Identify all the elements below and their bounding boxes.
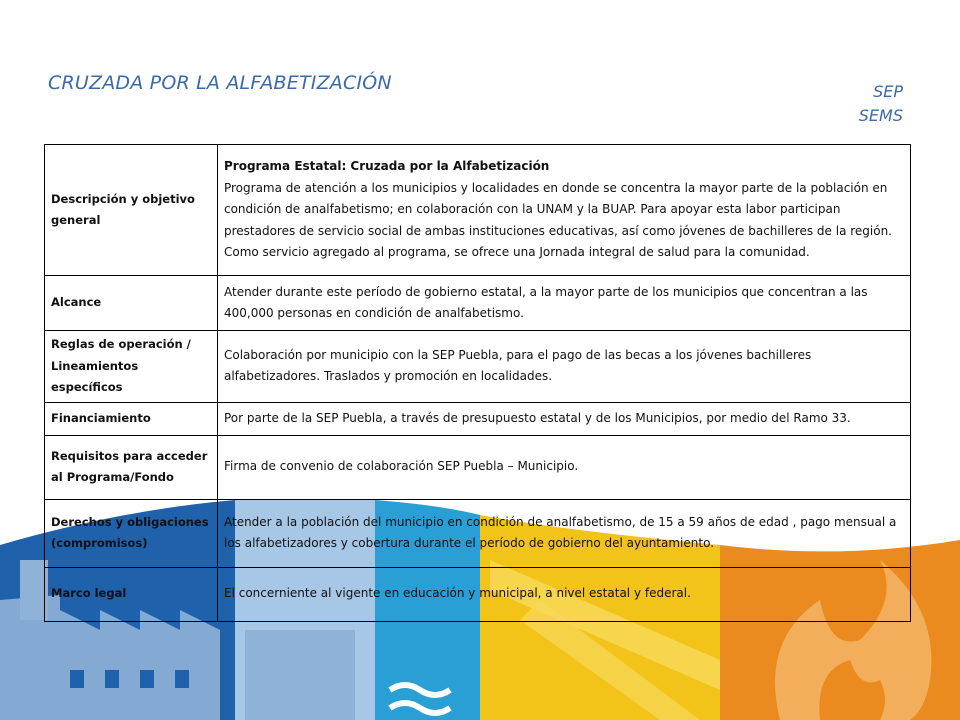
organization-label xyxy=(859,80,903,128)
table-row xyxy=(45,567,911,621)
row-label: Reglas de operación / Lineamientos específicos xyxy=(45,331,218,403)
row-label: Financiamiento xyxy=(45,402,218,435)
row-value: Atender a la población del municipio en condición de analfabetismo, de 15 a 59 años de edad , pago mensual a los alfabetizadores y cobertura durante el período de gobierno del ayuntamiento. xyxy=(217,499,910,567)
row-value: Atender durante este período de gobierno estatal, a la mayor parte de los municipios que concentran a las 400,000 personas en condición de analfabetismo. xyxy=(217,276,910,331)
program-description: Programa de atención a los municipios y localidades en donde se concentra la mayor parte de la población en condición de analfabetismo; en colaboración con la UNAM y la BUAP. Para apoyar esta labor participan prestadores de servicio social de ambas instituciones educativas, así como jóvenes de bachilleres de la región. xyxy=(223,180,892,238)
row-value: Colaboración por municipio con la SEP Puebla, para el pago de las becas a los jóvenes bachilleres alfabetizadores. Traslados y promoción en localidades. xyxy=(217,331,910,403)
row-label: Descripción y objetivo general xyxy=(45,145,218,276)
program-info-table xyxy=(44,144,911,622)
row-label: Alcance xyxy=(45,276,218,331)
table-row xyxy=(45,276,911,331)
table-row xyxy=(45,435,911,499)
row-value xyxy=(217,145,910,276)
table-row xyxy=(45,499,911,567)
program-extra-service: Como servicio agregado al programa, se ofrece una Jornada integral de salud para la comunidad. xyxy=(223,245,810,260)
row-value: El concerniente al vigente en educación y municipal, a nivel estatal y federal. xyxy=(217,567,910,621)
row-value: Firma de convenio de colaboración SEP Puebla – Municipio. xyxy=(217,435,910,499)
org-line-sep: SEP xyxy=(873,82,903,101)
org-line-sems: SEMS xyxy=(858,106,903,125)
row-value: Por parte de la SEP Puebla, a través de presupuesto estatal y de los Municipios, por medio del Ramo 33. xyxy=(217,402,910,435)
table-row xyxy=(45,402,911,435)
row-label: Requisitos para acceder al Programa/Fondo xyxy=(45,435,218,499)
row-label: Derechos y obligaciones (compromisos) xyxy=(45,499,218,567)
table-row xyxy=(45,331,911,403)
table-row xyxy=(45,145,911,276)
row-label: Marco legal xyxy=(45,567,218,621)
program-name: Programa Estatal: Cruzada por la Alfabetización xyxy=(223,159,550,174)
page-title: CRUZADA POR LA ALFABETIZACIÓN xyxy=(48,72,392,94)
